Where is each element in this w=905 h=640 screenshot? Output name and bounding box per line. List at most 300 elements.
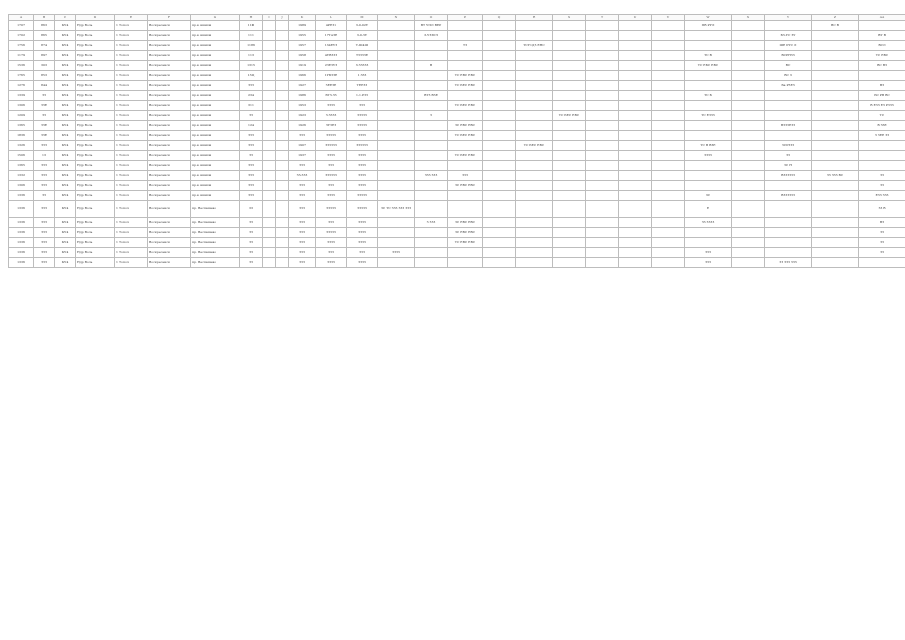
- table-cell: [812, 248, 859, 258]
- table-cell: З.ЗЗЗЗ: [316, 111, 347, 121]
- table-cell: [276, 121, 289, 131]
- table-cell: ЗЗЗЗ: [347, 161, 378, 171]
- table-cell: КУ4: [55, 121, 76, 131]
- table-row: [9, 91, 905, 101]
- table-cell: [415, 258, 448, 268]
- table-cell: [732, 61, 765, 71]
- table-cell: [483, 101, 516, 111]
- table-cell: 1 Топоч: [115, 161, 148, 171]
- table-cell: [415, 131, 448, 141]
- table-cell: КУ4: [55, 81, 76, 91]
- table-cell: [619, 238, 652, 248]
- table-cell: [732, 181, 765, 191]
- table-cell: [732, 238, 765, 248]
- table-cell: ЗЗЗЗ: [685, 151, 732, 161]
- column-header: X: [732, 15, 765, 21]
- column-header: R: [516, 15, 553, 21]
- table-cell: 865: [34, 31, 55, 41]
- table-cell: [732, 161, 765, 171]
- table-cell: [586, 201, 619, 218]
- table-cell: [586, 141, 619, 151]
- table-cell: Ндр Воль: [76, 51, 115, 61]
- table-row: [9, 151, 905, 161]
- table-cell: [263, 248, 276, 258]
- table-cell: ЗЗЗ: [34, 171, 55, 181]
- table-cell: КУ4: [55, 201, 76, 218]
- table-cell: ЗЗ: [34, 111, 55, 121]
- table-cell: [378, 171, 415, 181]
- table-cell: [553, 121, 586, 131]
- table-cell: ЗЗЗ: [289, 131, 316, 141]
- table-cell: [516, 171, 553, 181]
- table-cell: [516, 121, 553, 131]
- table-cell: [516, 101, 553, 111]
- table-cell: [263, 151, 276, 161]
- table-cell: Ндр Воль: [76, 21, 115, 31]
- table-cell: [448, 31, 483, 41]
- table-cell: Ндр Воль: [76, 218, 115, 228]
- table-cell: 1 Топоч: [115, 81, 148, 91]
- table-cell: [276, 161, 289, 171]
- table-cell: КУ4: [55, 191, 76, 201]
- table-cell: 1926: [289, 121, 316, 131]
- table-cell: ТСУ1ДЗ ЕНС: [516, 41, 553, 51]
- table-cell: 1339: [9, 91, 34, 101]
- table-cell: ЗЗЗЗЗ: [347, 201, 378, 218]
- table-cell: Воскресенск: [148, 51, 191, 61]
- table-cell: ЗЗ: [240, 151, 263, 161]
- table-cell: пр.в Ашихм: [191, 71, 240, 81]
- table-cell: [516, 238, 553, 248]
- table-cell: 1336: [9, 218, 34, 228]
- table-cell: Ндр Воль: [76, 248, 115, 258]
- table-cell: 1 Топоч: [115, 248, 148, 258]
- table-cell: [859, 151, 905, 161]
- table-cell: [812, 101, 859, 111]
- table-cell: 1 Топоч: [115, 181, 148, 191]
- table-cell: [619, 81, 652, 91]
- table-cell: Ндр Воль: [76, 121, 115, 131]
- table-row: [9, 21, 905, 31]
- table-cell: [448, 248, 483, 258]
- table-cell: [483, 91, 516, 101]
- table-row: [9, 181, 905, 191]
- table-cell: [732, 121, 765, 131]
- table-cell: [652, 141, 685, 151]
- table-cell: 111: [240, 31, 263, 41]
- table-cell: [516, 91, 553, 101]
- table-cell: [765, 228, 812, 238]
- table-cell: [516, 51, 553, 61]
- table-cell: ЗС ЕВС ЕВС: [448, 218, 483, 228]
- table-cell: ЗЗ: [765, 151, 812, 161]
- table-cell: ЗЗ: [240, 238, 263, 248]
- table-cell: ЗЗЗЗ: [347, 131, 378, 141]
- table-cell: [732, 21, 765, 31]
- table-cell: [812, 201, 859, 218]
- table-cell: ТС БЕС ЕВС: [516, 141, 553, 151]
- table-cell: [553, 248, 586, 258]
- table-cell: [448, 258, 483, 268]
- table-cell: ТС В: [685, 51, 732, 61]
- table-cell: [378, 21, 415, 31]
- table-cell: пр.в Ашихм: [191, 121, 240, 131]
- table-cell: 1 Топоч: [115, 51, 148, 61]
- table-cell: 303: [34, 61, 55, 71]
- table-cell: [516, 191, 553, 201]
- table-cell: ЗЗ ЗЗЗ ЗЗЗ: [765, 258, 812, 268]
- table-cell: [859, 71, 905, 81]
- table-cell: [516, 218, 553, 228]
- table-cell: [685, 41, 732, 51]
- table-cell: [586, 41, 619, 51]
- table-cell: ТС ЕВС: [859, 51, 905, 61]
- table-cell: 4РЕЗ1: [316, 21, 347, 31]
- table-cell: ТС В ВЗЕ: [685, 141, 732, 151]
- table-cell: пр.в Ашихм: [191, 41, 240, 51]
- table-cell: ЕЗЗ ЗЗЗ: [859, 191, 905, 201]
- table-cell: [516, 31, 553, 41]
- table-cell: ЗЗЗЗЗЗ: [316, 171, 347, 181]
- table-cell: В: [415, 61, 448, 71]
- table-row: [9, 161, 905, 171]
- table-cell: ВСРНЗЗ: [765, 51, 812, 61]
- table-cell: КУ4: [55, 248, 76, 258]
- table-cell: 11Ф: [240, 21, 263, 31]
- table-cell: [732, 101, 765, 111]
- column-header: E: [115, 15, 148, 21]
- table-cell: [378, 51, 415, 61]
- column-header: F: [148, 15, 191, 21]
- table-cell: [619, 121, 652, 131]
- table-cell: Ндр Воль: [76, 181, 115, 191]
- table-cell: [859, 258, 905, 268]
- table-cell: 1336: [9, 228, 34, 238]
- table-cell: ТС БЕС ЕВС: [448, 131, 483, 141]
- table-cell: ЗЗЗ: [316, 248, 347, 258]
- table-cell: [812, 81, 859, 91]
- table-cell: [263, 171, 276, 181]
- table-cell: КУ4: [55, 91, 76, 101]
- table-cell: ЗЗЗ: [240, 191, 263, 201]
- table-cell: ЗЗЗ: [316, 181, 347, 191]
- table-row: [9, 31, 905, 41]
- table-cell: [553, 171, 586, 181]
- table-cell: [765, 248, 812, 258]
- table-cell: [448, 141, 483, 151]
- table-row: [9, 248, 905, 258]
- table-cell: [378, 61, 415, 71]
- table-cell: ТС ЕБС ЕВС: [685, 61, 732, 71]
- table-cell: 13: [34, 151, 55, 161]
- table-cell: 1 Топоч: [115, 21, 148, 31]
- table-cell: 1958: [289, 51, 316, 61]
- table-cell: пр.в Ашихм: [191, 191, 240, 201]
- table-cell: 134ЕУЗ: [316, 41, 347, 51]
- table-cell: [378, 218, 415, 228]
- table-cell: ЗС ЕВС ЕВС: [448, 228, 483, 238]
- table-cell: [586, 218, 619, 228]
- table-cell: [448, 51, 483, 61]
- table-cell: [415, 161, 448, 171]
- table-cell: [276, 248, 289, 258]
- table-cell: [276, 71, 289, 81]
- table-cell: [276, 141, 289, 151]
- table-cell: Ндр Воль: [76, 238, 115, 248]
- column-header: M: [347, 15, 378, 21]
- table-cell: [619, 51, 652, 61]
- table-cell: [586, 151, 619, 161]
- column-header: B: [34, 15, 55, 21]
- table-cell: 113: [240, 51, 263, 61]
- table-cell: [378, 71, 415, 81]
- table-cell: [553, 201, 586, 218]
- table-cell: 311: [240, 101, 263, 111]
- table-cell: [276, 258, 289, 268]
- table-cell: КУ4: [55, 61, 76, 71]
- table-cell: 1937: [289, 151, 316, 161]
- table-cell: ТС БЕС ЕВС: [553, 111, 586, 121]
- table-cell: ЗЗЗ: [34, 161, 55, 171]
- table-cell: [812, 61, 859, 71]
- table-cell: [586, 111, 619, 121]
- table-cell: [483, 61, 516, 71]
- table-cell: 1836: [9, 131, 34, 141]
- column-header: W: [685, 15, 732, 21]
- table-cell: 1927: [289, 81, 316, 91]
- table-cell: 1 Топоч: [115, 238, 148, 248]
- table-cell: КУ4: [55, 21, 76, 31]
- table-cell: [516, 71, 553, 81]
- table-row: [9, 121, 905, 131]
- table-cell: [765, 201, 812, 218]
- table-cell: [586, 81, 619, 91]
- table-row: [9, 238, 905, 248]
- table-cell: [276, 228, 289, 238]
- table-cell: Воскресенск: [148, 41, 191, 51]
- table-cell: 1УБЗЗЕ: [316, 71, 347, 81]
- table-cell: 1989: [289, 21, 316, 31]
- table-cell: ЗЗЗЗ: [347, 258, 378, 268]
- table-cell: [263, 121, 276, 131]
- table-cell: [732, 228, 765, 238]
- table-cell: 3-0-ЗУ: [347, 31, 378, 41]
- table-cell: [415, 121, 448, 131]
- table-cell: [483, 21, 516, 31]
- table-cell: пр.в Ашихм: [191, 81, 240, 91]
- table-cell: [859, 21, 905, 31]
- table-cell: [448, 161, 483, 171]
- table-cell: КУ4: [55, 258, 76, 268]
- table-row: [9, 81, 905, 91]
- table-cell: [378, 131, 415, 141]
- table-cell: [619, 41, 652, 51]
- table-cell: ТС ЕЗЗЗ: [685, 111, 732, 121]
- table-cell: 874: [34, 41, 55, 51]
- table-cell: [378, 238, 415, 248]
- table-cell: [732, 248, 765, 258]
- table-cell: [586, 248, 619, 258]
- table-cell: ЗЗЗЗЗЗ: [347, 141, 378, 151]
- table-cell: [415, 51, 448, 61]
- table-cell: ЗЗЗ: [448, 171, 483, 181]
- table-cell: З: [415, 111, 448, 121]
- table-cell: [483, 151, 516, 161]
- table-cell: ЗЗЗЗ: [347, 218, 378, 228]
- table-cell: [812, 31, 859, 41]
- column-header: G: [191, 15, 240, 21]
- table-cell: Воскресенск: [148, 81, 191, 91]
- table-cell: [619, 31, 652, 41]
- table-cell: [553, 101, 586, 111]
- table-cell: ЗЗЗЗ: [347, 171, 378, 181]
- table-cell: Е: [685, 201, 732, 218]
- table-cell: [619, 21, 652, 31]
- table-cell: [553, 81, 586, 91]
- table-cell: КУ4: [55, 181, 76, 191]
- table-cell: пр.в Ашихм: [191, 111, 240, 121]
- table-cell: 1276: [9, 81, 34, 91]
- table-cell: Ндр Воль: [76, 91, 115, 101]
- table-cell: [516, 248, 553, 258]
- table-cell: Ндр Воль: [76, 31, 115, 41]
- table-cell: [619, 171, 652, 181]
- table-cell: пр. Веспашево: [191, 218, 240, 228]
- table-cell: [263, 218, 276, 228]
- table-cell: 3.ЗЗЗЗЗ: [347, 61, 378, 71]
- table-cell: ТС ЕВС ЕВС: [448, 71, 483, 81]
- table-cell: [378, 121, 415, 131]
- table-cell: З ЗЕЕ ЗЗ: [859, 131, 905, 141]
- table-cell: [619, 201, 652, 218]
- table-cell: ТС Б: [685, 91, 732, 101]
- table-cell: ЗЗ: [240, 111, 263, 121]
- table-cell: [812, 228, 859, 238]
- table-cell: [732, 71, 765, 81]
- table-cell: 1702: [9, 31, 34, 41]
- table-cell: Воскресенск: [148, 101, 191, 111]
- table-cell: 1336: [9, 238, 34, 248]
- table-cell: [765, 218, 812, 228]
- table-cell: [652, 238, 685, 248]
- table-cell: ЗЗЗ: [289, 218, 316, 228]
- table-cell: 3-0-02У: [347, 21, 378, 31]
- table-cell: [263, 101, 276, 111]
- table-cell: КУ4: [55, 101, 76, 111]
- table-cell: ВЗЗЗЗЗЗ: [765, 171, 812, 181]
- table-cell: [652, 21, 685, 31]
- table-cell: пр.в Ашихм: [191, 151, 240, 161]
- table-cell: ТС: [859, 111, 905, 121]
- table-cell: ЗЗЕ: [34, 101, 55, 111]
- table-cell: ШЕ РУС Л: [765, 41, 812, 51]
- table-cell: Ндр Воль: [76, 81, 115, 91]
- table-cell: ЗУЗЕЗ: [316, 121, 347, 131]
- table-cell: Ндр Воль: [76, 71, 115, 81]
- table-cell: [732, 151, 765, 161]
- table-cell: Воскресенск: [148, 161, 191, 171]
- table-cell: ЗЗЗЗЗ: [347, 121, 378, 131]
- table-cell: ЗС ТС ЗЗЗ ЗЗЗ ЗЗЗ: [378, 201, 415, 218]
- table-cell: [448, 111, 483, 121]
- table-cell: [553, 21, 586, 31]
- table-cell: ПВ РУЛ: [685, 21, 732, 31]
- table-cell: [553, 91, 586, 101]
- table-cell: [378, 161, 415, 171]
- table-cell: [586, 121, 619, 131]
- table-cell: [586, 101, 619, 111]
- column-header: O: [415, 15, 448, 21]
- table-cell: ВСЛ: [859, 41, 905, 51]
- table-cell: [415, 141, 448, 151]
- table-cell: [812, 111, 859, 121]
- table-cell: 1 Топоч: [115, 218, 148, 228]
- table-cell: 1 Топоч: [115, 228, 148, 238]
- table-cell: [586, 258, 619, 268]
- table-cell: 1365: [9, 161, 34, 171]
- table-cell: ВТ УПЛ ВЕР: [415, 21, 448, 31]
- table-cell: 1 Топоч: [115, 31, 148, 41]
- table-row: [9, 258, 905, 268]
- table-cell: ВЗЗЗЗЗЗ: [765, 191, 812, 201]
- table-cell: ЗЗЗ: [34, 258, 55, 268]
- table-cell: Ндр Воль: [76, 191, 115, 201]
- table-cell: [652, 91, 685, 101]
- table-cell: В ЗЗЕ: [859, 121, 905, 131]
- table-cell: [483, 248, 516, 258]
- table-cell: [619, 101, 652, 111]
- table-cell: 1.ЗЗЗ: [347, 71, 378, 81]
- table-cell: ВЗ: [859, 218, 905, 228]
- table-cell: [415, 248, 448, 258]
- table-cell: [263, 81, 276, 91]
- table-cell: [263, 41, 276, 51]
- table-cell: 1332: [9, 171, 34, 181]
- table-cell: [516, 81, 553, 91]
- table-cell: [685, 228, 732, 238]
- table-cell: 1 Топоч: [115, 91, 148, 101]
- table-cell: [765, 91, 812, 101]
- table-cell: [732, 201, 765, 218]
- table-cell: [685, 121, 732, 131]
- table-cell: ЗЗ: [240, 248, 263, 258]
- column-header: P: [448, 15, 483, 21]
- table-cell: [586, 161, 619, 171]
- table-cell: Воскресенск: [148, 121, 191, 131]
- table-cell: ЗЕЕЗЕ: [316, 81, 347, 91]
- table-cell: [483, 141, 516, 151]
- table-cell: Ндр Воль: [76, 228, 115, 238]
- table-row: [9, 228, 905, 238]
- column-header: L: [316, 15, 347, 21]
- table-cell: [553, 228, 586, 238]
- table-cell: В ЕЗЗ ЕЗ РЗЗЗ: [859, 101, 905, 111]
- table-cell: ЗС ЕВС ЕВС: [448, 121, 483, 131]
- table-cell: Ндр Воль: [76, 41, 115, 51]
- table-cell: [516, 161, 553, 171]
- table-cell: Ндр Воль: [76, 101, 115, 111]
- table-cell: [619, 258, 652, 268]
- table-row: [9, 101, 905, 111]
- table-cell: Ндр Воль: [76, 111, 115, 121]
- table-cell: [448, 191, 483, 201]
- table-cell: ЗЗЗЗ: [316, 238, 347, 248]
- table-cell: ТС БЕС ЕВС: [448, 81, 483, 91]
- table-cell: ЗЗЗЗ: [316, 258, 347, 268]
- table-cell: [378, 258, 415, 268]
- table-cell: 1 Топоч: [115, 121, 148, 131]
- table-cell: [812, 238, 859, 248]
